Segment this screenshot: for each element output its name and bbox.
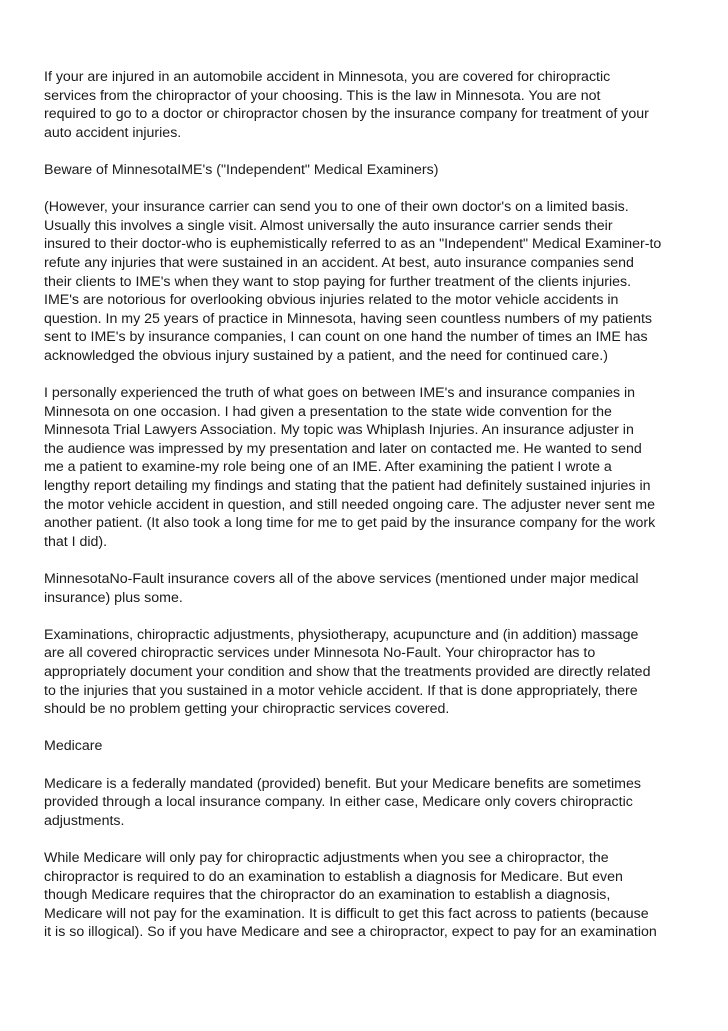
paragraph-covered-services: Examinations, chiropractic adjustments, physiotherapy, acupuncture and (in addition) massage are all covered chiropractic services under Minnesota No-Fault. Your chiropractor has to appropriately document your condition and show that the treatments provided are directly related to the injuries that you sustained in a motor vehicle accident. If that is done appropriately, there should be no problem getting your chiropractic services covered. <box>44 626 651 718</box>
paragraph-personal-experience: I personally experienced the truth of what goes on between IME's and insurance companies in Minnesota on one occasion. I had given a presentation to the state wide convention for the Minnesota Trial Lawyers Association. My topic was Whiplash Injuries. An insurance adjuster in the audience was impressed by my presentation and later on contacted me. He wanted to send me a patient to examine-my role being one of an IME. After examining the patient I wrote a lengthy report detailing my findings and stating that the patient had definitely sustained injuries in the motor vehicle accident in question, and still needed ongoing care. The adjuster never sent me another patient. (It also took a long time for me to get paid by the insurance company for the work that I did). <box>44 385 656 550</box>
heading-medicare: Medicare <box>44 738 103 755</box>
paragraph-medicare-benefit: Medicare is a federally mandated (provided) benefit. But your Medicare benefits are sometimes provided through a local insurance company. In either case, Medicare only covers chiropractic adjustments. <box>44 775 641 829</box>
paragraph-no-fault-insurance: MinnesotaNo-Fault insurance covers all of the above services (mentioned under major medical insurance) plus some. <box>44 571 639 606</box>
paragraph-minnesota-coverage: If your are injured in an automobile accident in Minnesota, you are covered for chiropractic services from the chiropractor of your choosing. This is the law in Minnesota. You are not required to go to a doctor or chiropractor chosen by the insurance company for treatment of your auto accident injuries. <box>44 69 649 141</box>
heading-beware-ime: Beware of MinnesotaIME's ("Independent" Medical Examiners) <box>44 161 439 178</box>
document-page <box>44 68 694 961</box>
paragraph-medicare-examination: While Medicare will only pay for chiropractic adjustments when you see a chiropractor, the chiropractor is required to do an examination to establish a diagnosis for Medicare. But even though Medicare requires that the chiropractor do an examination to establish a diagnosis, Medicare will not pay for the examination. It is difficult to get this fact across to patients (because it is so illogical). So if you have Medicare and see a chiropractor, expect to pay for an examination <box>44 849 657 941</box>
paragraph-insurance-carrier-ime: (However, your insurance carrier can send you to one of their own doctor's on a limited basis. Usually this involves a single visit. Almost universally the auto insurance carrier sends their insured to their doctor-who is euphemistically referred to as an "Independent" Medical Examiner-to refute any injuries that were sustained in an accident. At best, auto insurance companies send their clients to IME's when they want to stop paying for further treatment of the clients injuries. IME's are notorious for overlooking obvious injuries related to the motor vehicle accidents in question. In my 25 years of practice in Minnesota, having seen countless numbers of my patients sent to IME's by insurance companies, I can count on one hand the number of times an IME has acknowledged the obvious injury sustained by a patient, and the need for continued care.) <box>44 199 662 364</box>
